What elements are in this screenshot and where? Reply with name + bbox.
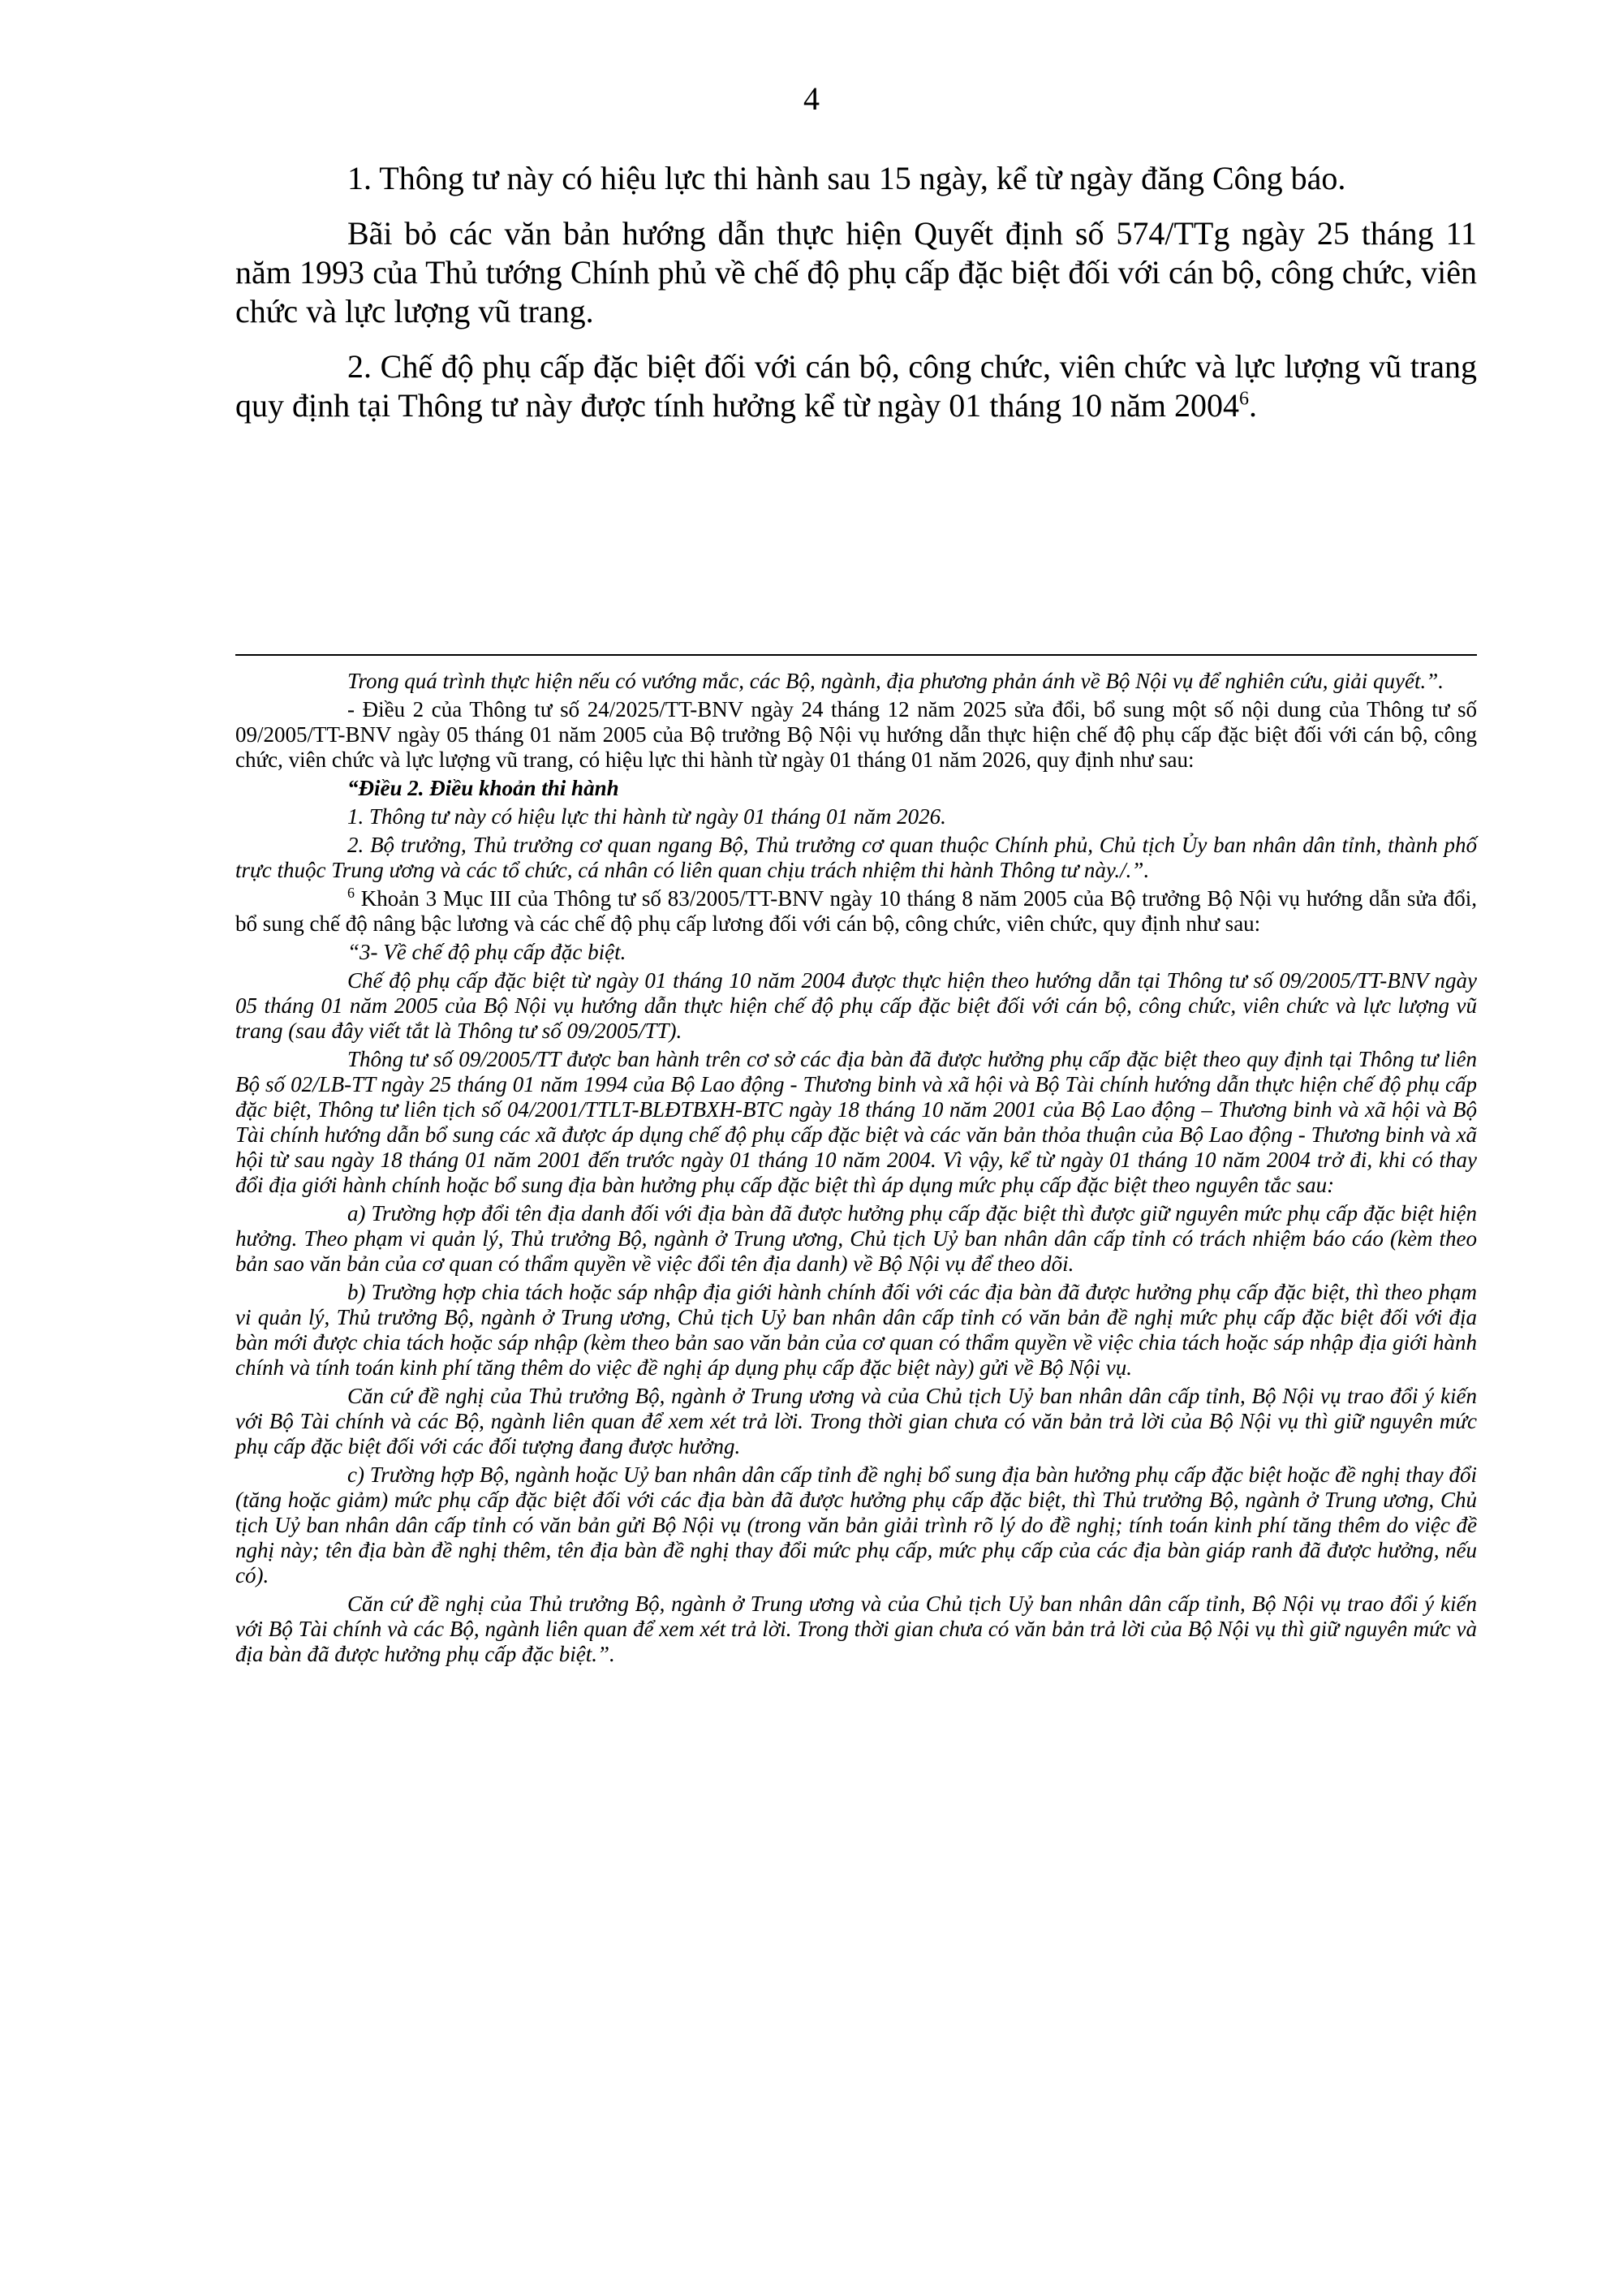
footnote-text: Trong quá trình thực hiện nếu có vướng mắc, các Bộ, ngành, địa phương phản ánh về Bộ Nội vụ để nghiên cứu, giải quyết.”. [347,669,1444,693]
body-paragraph-entitlement [235,347,1477,425]
footnote-text: Căn cứ đề nghị của Thủ trưởng Bộ, ngành ở Trung ương và của Chủ tịch Uỷ ban nhân dân cấp tỉnh, Bộ Nội vụ trao đổi ý kiến với Bộ Tài chính và các Bộ, ngành liên quan để xem xét trả lời. Trong thời gian chưa có văn bản trả lời của Bộ Nội vụ thì giữ nguyên mức phụ cấp đặc biệt đối với các đối tượng đang được hưởng. [235,1384,1477,1458]
body-paragraph-repeal: Bãi bỏ các văn bản hướng dẫn thực hiện Quyết định số 574/TTg ngày 25 tháng 11 năm 1993 của Thủ tướng Chính phủ về chế độ phụ cấp đặc biệt đối với cán bộ, công chức, viên chức và lực lượng vũ trang. [235,215,1477,330]
body-paragraph-entitlement-text: 2. Chế độ phụ cấp đặc biệt đối với cán bộ, công chức, viên chức và lực lượng vũ trang quy định tại Thông tư này được tính hưởng kể từ ngày 01 tháng 10 năm 2004 [235,348,1477,424]
footnote-text: a) Trường hợp đổi tên địa danh đối với địa bàn đã được hưởng phụ cấp đặc biệt thì được giữ nguyên mức phụ cấp đặc biệt hiện hưởng. Theo phạm vi quản lý, Thủ trưởng Bộ, ngành ở Trung ương, Chủ tịch Uỷ ban nhân dân cấp tỉnh có trách nhiệm báo cáo (kèm theo bản sao văn bản của cơ quan có thẩm quyền về việc đổi tên địa danh) về Bộ Nội vụ để theo dõi. [235,1201,1477,1276]
page-number: 4 [803,80,820,117]
footnote-text: “3- Về chế độ phụ cấp đặc biệt. [347,940,626,964]
body-text [235,159,1477,442]
footnote-text: Khoản 3 Mục III của Thông tư số 83/2005/TT-BNV ngày 10 tháng 8 năm 2005 của Bộ trưởng Bộ Nội vụ hướng dẫn sửa đổi, bổ sung chế độ nâng bậc lương và các chế độ phụ cấp lương đối với cán bộ, công chức, viên chức, quy định như sau: [235,886,1477,936]
footnote-text: b) Trường hợp chia tách hoặc sáp nhập địa giới hành chính đối với các địa bàn đã được hưởng phụ cấp đặc biệt, thì theo phạm vi quản lý, Thủ trưởng Bộ, ngành ở Trung ương, Chủ tịch Uỷ ban nhân dân cấp tỉnh có văn bản đề nghị mức phụ cấp đặc biệt đối với địa bàn mới được chia tách hoặc sáp nhập (kèm theo bản sao văn bản của cơ quan có thẩm quyền về việc chia tách hoặc sáp nhập địa giới hành chính và tính toán kinh phí tăng thêm do việc đề nghị áp dụng phụ cấp đặc biệt này) gửi về Bộ Nội vụ. [235,1280,1477,1380]
footnote-text: - Điều 2 của Thông tư số 24/2025/TT-BNV ngày 24 tháng 12 năm 2025 sửa đổi, bổ sung một số nội dung của Thông tư số 09/2005/TT-BNV ngày 05 tháng 01 năm 2005 của Bộ trưởng Bộ Nội vụ hướng dẫn thực hiện chế độ phụ cấp đặc biệt đối với cán bộ, công chức, viên chức và lực lượng vũ trang, có hiệu lực thi hành từ ngày 01 tháng 01 năm 2026, quy định như sau: [235,697,1477,772]
footnote-reference-6[interactable]: 6 [1239,388,1250,410]
footnote-text: 1. Thông tư này có hiệu lực thi hành từ ngày 01 tháng 01 năm 2026. [347,804,946,829]
footnote-text: Chế độ phụ cấp đặc biệt từ ngày 01 tháng 10 năm 2004 được thực hiện theo hướng dẫn tại Thông tư số 09/2005/TT-BNV ngày 05 tháng 01 năm 2005 của Bộ Nội vụ hướng dẫn thực hiện chế độ phụ cấp đặc biệt đối với cán bộ, công chức, viên chức và lực lượng vũ trang (sau đây viết tắt là Thông tư số 09/2005/TT). [235,968,1477,1043]
footnotes [235,669,1477,1670]
footnote-text: 2. Bộ trưởng, Thủ trưởng cơ quan ngang Bộ, Thủ trưởng cơ quan thuộc Chính phủ, Chủ tịch Ủy ban nhân dân tỉnh, thành phố trực thuộc Trung ương và các tổ chức, cá nhân có liên quan chịu trách nhiệm thi hành Thông tư này./.”. [235,833,1477,882]
footnote-text: Căn cứ đề nghị của Thủ trưởng Bộ, ngành ở Trung ương và của Chủ tịch Uỷ ban nhân dân cấp tỉnh, Bộ Nội vụ trao đổi ý kiến với Bộ Tài chính và các Bộ, ngành liên quan để xem xét trả lời. Trong thời gian chưa có văn bản trả lời của Bộ Nội vụ thì giữ nguyên mức và địa bàn đã được hưởng phụ cấp đặc biệt.”. [235,1592,1477,1666]
footnote-article-heading: “Điều 2. Điều khoản thi hành [347,776,619,800]
body-paragraph-entitlement-end: . [1249,387,1258,424]
body-paragraph-effective-date: 1. Thông tư này có hiệu lực thi hành sau 15 ngày, kể từ ngày đăng Công báo. [347,160,1346,196]
footnote-text: Thông tư số 09/2005/TT được ban hành trên cơ sở các địa bàn đã được hưởng phụ cấp đặc biệt theo quy định tại Thông tư liên Bộ số 02/LB-TT ngày 25 tháng 01 năm 1994 của Bộ Lao động - Thương binh và xã hội và Bộ Tài chính hướng dẫn thực hiện chế độ phụ cấp đặc biệt, Thông tư liên tịch số 04/2001/TTLT-BLĐTBXH-BTC ngày 18 tháng 10 năm 2001 của Bộ Lao động – Thương binh và xã hội và Bộ Tài chính hướng dẫn bổ sung các xã được áp dụng chế độ phụ cấp đặc biệt và các văn bản thỏa thuận của Bộ Lao động - Thương binh và xã hội từ sau ngày 18 tháng 01 năm 2001 đến trước ngày 01 tháng 10 năm 2004. Vì vậy, kể từ ngày 01 tháng 10 năm 2004 trở đi, khi có thay đổi địa giới hành chính hoặc bổ sung địa bàn hưởng phụ cấp đặc biệt thì áp dụng mức phụ cấp đặc biệt theo nguyên tắc sau: [235,1047,1477,1197]
footnote-marker: 6 [347,885,355,901]
footnote-separator [235,654,1477,656]
footnote-6 [235,886,1477,937]
footnote-text: c) Trường hợp Bộ, ngành hoặc Uỷ ban nhân dân cấp tỉnh đề nghị bổ sung địa bàn hưởng phụ cấp đặc biệt hoặc đề nghị thay đổi (tăng hoặc giảm) mức phụ cấp đặc biệt đối với các địa bàn đã được hưởng phụ cấp đặc biệt, thì Thủ trưởng Bộ, ngành ở Trung ương, Chủ tịch Uỷ ban nhân dân cấp tỉnh có văn bản gửi Bộ Nội vụ (trong văn bản giải trình rõ lý do đề nghị; tính toán kinh phí tăng thêm do việc đề nghị này; tên địa bàn đề nghị thêm, tên địa bàn đề nghị thay đổi mức phụ cấp, mức phụ cấp của các địa bàn giáp ranh đã được hưởng, nếu có). [235,1462,1477,1587]
